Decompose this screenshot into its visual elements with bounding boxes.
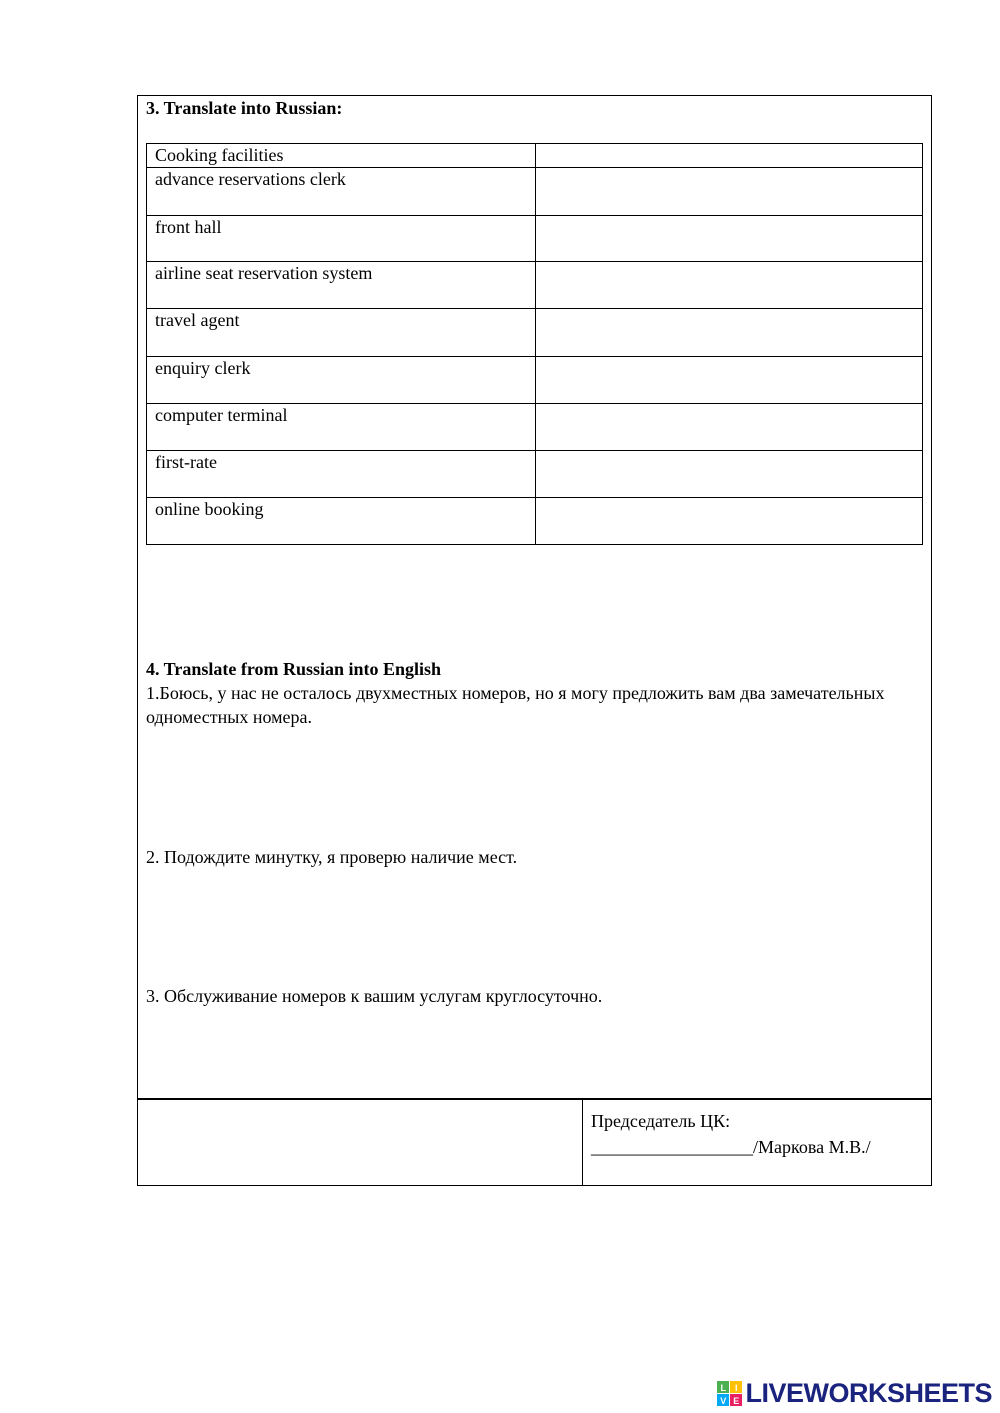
translation-input[interactable] (536, 498, 922, 544)
table-row (147, 168, 923, 216)
translation-input[interactable] (536, 168, 922, 215)
table-row (147, 357, 923, 404)
answer-cell[interactable] (535, 404, 922, 451)
translation-input[interactable] (536, 262, 922, 308)
liveworksheets-logo-icon (717, 1381, 743, 1407)
translation-input[interactable] (536, 144, 922, 167)
term-cell: Cooking facilities (147, 144, 536, 168)
section4-title: 4. Translate from Russian into English (146, 659, 442, 679)
answer-cell[interactable] (535, 262, 922, 309)
table-row (147, 216, 923, 262)
sentence-2: 2. Подождите минутку, я проверю наличие мест. (146, 847, 518, 867)
logo-letter: I (735, 1382, 738, 1393)
table-row (147, 144, 923, 168)
answer-cell[interactable] (535, 357, 922, 404)
answer-cell[interactable] (535, 498, 922, 545)
answer-cell[interactable] (535, 144, 922, 168)
footer-right-cell (583, 1100, 931, 1185)
sentence-1: 1.Боюсь, у нас не осталось двухместных номеров, но я могу предложить вам два замечательных одноместных номера. (146, 683, 885, 727)
sentence-3: 3. Обслуживание номеров к вашим услугам круглосуточно. (146, 986, 603, 1006)
term-cell: first-rate (147, 451, 536, 498)
logo-letter: E (733, 1395, 740, 1406)
section3-title: 3. Translate into Russian: (146, 98, 343, 118)
logo-letter: L (720, 1382, 726, 1393)
term-cell: advance reservations clerk (147, 168, 536, 216)
footer-signature-block (137, 1099, 932, 1186)
translation-input[interactable] (536, 451, 922, 497)
term-cell: computer terminal (147, 404, 536, 451)
table-row (147, 404, 923, 451)
vocabulary-table (146, 143, 923, 545)
liveworksheets-brand (717, 1378, 992, 1409)
signature-line: __________________/Маркова М.В./ (591, 1137, 871, 1157)
table-row (147, 451, 923, 498)
term-cell: online booking (147, 498, 536, 545)
table-row (147, 309, 923, 357)
table-row (147, 262, 923, 309)
term-cell: enquiry clerk (147, 357, 536, 404)
term-cell: travel agent (147, 309, 536, 357)
answer-cell[interactable] (535, 168, 922, 216)
answer-cell[interactable] (535, 451, 922, 498)
logo-letter: V (720, 1395, 727, 1406)
term-cell: airline seat reservation system (147, 262, 536, 309)
translation-input[interactable] (536, 309, 922, 356)
table-row (147, 498, 923, 545)
answer-cell[interactable] (535, 216, 922, 262)
translation-input[interactable] (536, 404, 922, 450)
chair-label: Председатель ЦК: (591, 1111, 731, 1131)
brand-name: LIVEWORKSHEETS (745, 1378, 992, 1408)
translation-input[interactable] (536, 216, 922, 261)
answer-cell[interactable] (535, 309, 922, 357)
term-cell: front hall (147, 216, 536, 262)
translation-input[interactable] (536, 357, 922, 403)
footer-left-cell (138, 1100, 583, 1185)
